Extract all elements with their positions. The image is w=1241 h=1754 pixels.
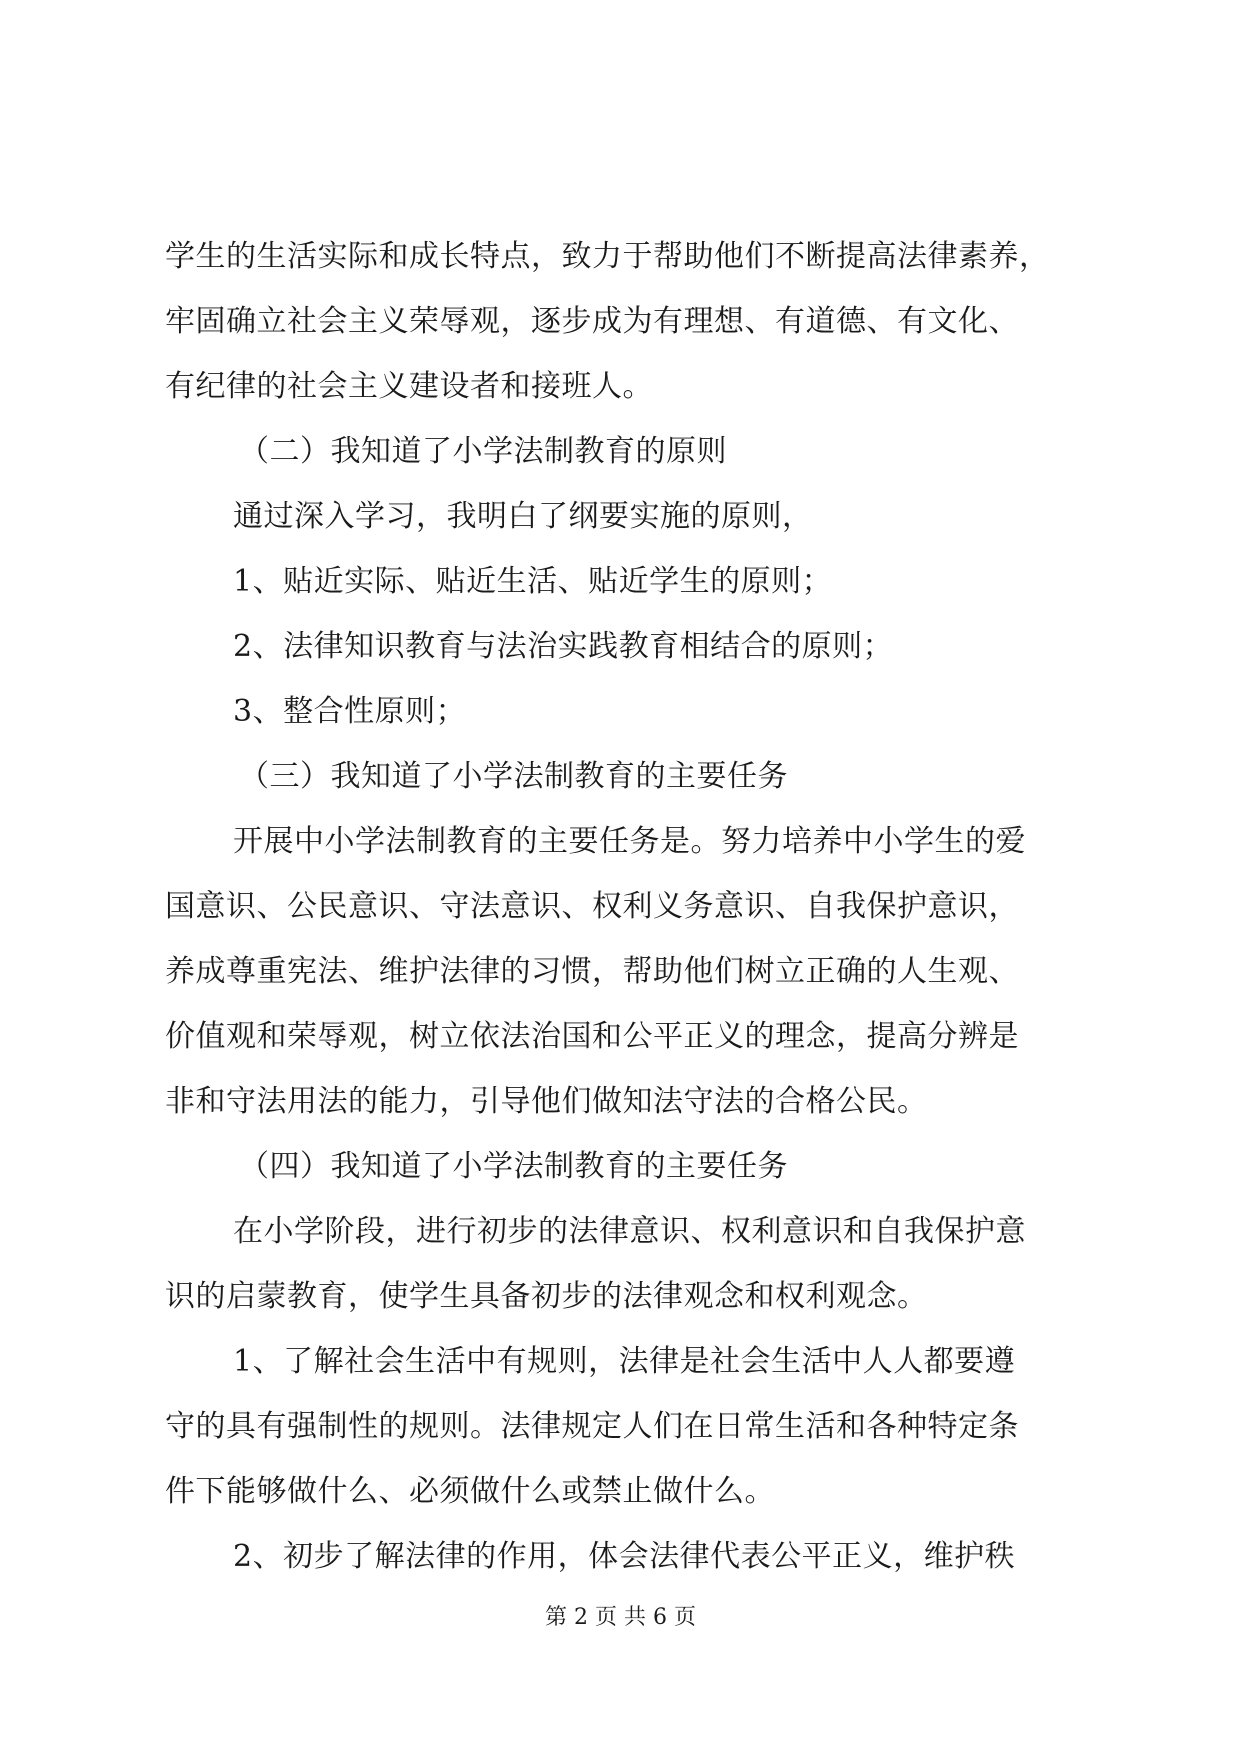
text-line: 有纪律的社会主义建设者和接班人。 xyxy=(165,369,653,404)
text-line: 开展中小学法制教育的主要任务是。努力培养中小学生的爱 xyxy=(233,824,1026,859)
text-line: 通过深入学习，我明白了纲要实施的原则， xyxy=(233,499,813,534)
document-body xyxy=(165,224,1085,1589)
list-item: 1、贴近实际、贴近生活、贴近学生的原则； xyxy=(233,564,833,599)
section-heading-3: （三）我知道了小学法制教育的主要任务 xyxy=(239,759,788,794)
section-heading-4: （四）我知道了小学法制教育的主要任务 xyxy=(239,1149,788,1184)
text-line: 价值观和荣辱观，树立依法治国和公平正义的理念，提高分辨是 xyxy=(165,1019,1019,1054)
text-line: 识的启蒙教育，使学生具备初步的法律观念和权利观念。 xyxy=(165,1279,928,1314)
text-line: 非和守法用法的能力，引导他们做知法守法的合格公民。 xyxy=(165,1084,928,1119)
text-line: 学生的生活实际和成长特点，致力于帮助他们不断提高法律素养， xyxy=(165,239,1050,274)
text-line: 件下能够做什么、必须做什么或禁止做什么。 xyxy=(165,1474,775,1509)
text-line: 养成尊重宪法、维护法律的习惯，帮助他们树立正确的人生观、 xyxy=(165,954,1019,989)
page-number-footer: 第 2 页 共 6 页 xyxy=(545,1605,696,1630)
text-line: 在小学阶段，进行初步的法律意识、权利意识和自我保护意 xyxy=(233,1214,1026,1249)
list-item: 1、了解社会生活中有规则，法律是社会生活中人人都要遵 xyxy=(233,1344,1016,1379)
text-line: 守的具有强制性的规则。法律规定人们在日常生活和各种特定条 xyxy=(165,1409,1019,1444)
text-line: 牢固确立社会主义荣辱观，逐步成为有理想、有道德、有文化、 xyxy=(165,304,1019,339)
text-line: 国意识、公民意识、守法意识、权利义务意识、自我保护意识， xyxy=(165,889,1019,924)
list-item: 2、初步了解法律的作用，体会法律代表公平正义，维护秩 xyxy=(233,1539,1016,1574)
section-heading-2: （二）我知道了小学法制教育的原则 xyxy=(239,434,727,469)
list-item: 2、法律知识教育与法治实践教育相结合的原则； xyxy=(233,629,894,664)
list-item: 3、整合性原则； xyxy=(233,694,467,729)
